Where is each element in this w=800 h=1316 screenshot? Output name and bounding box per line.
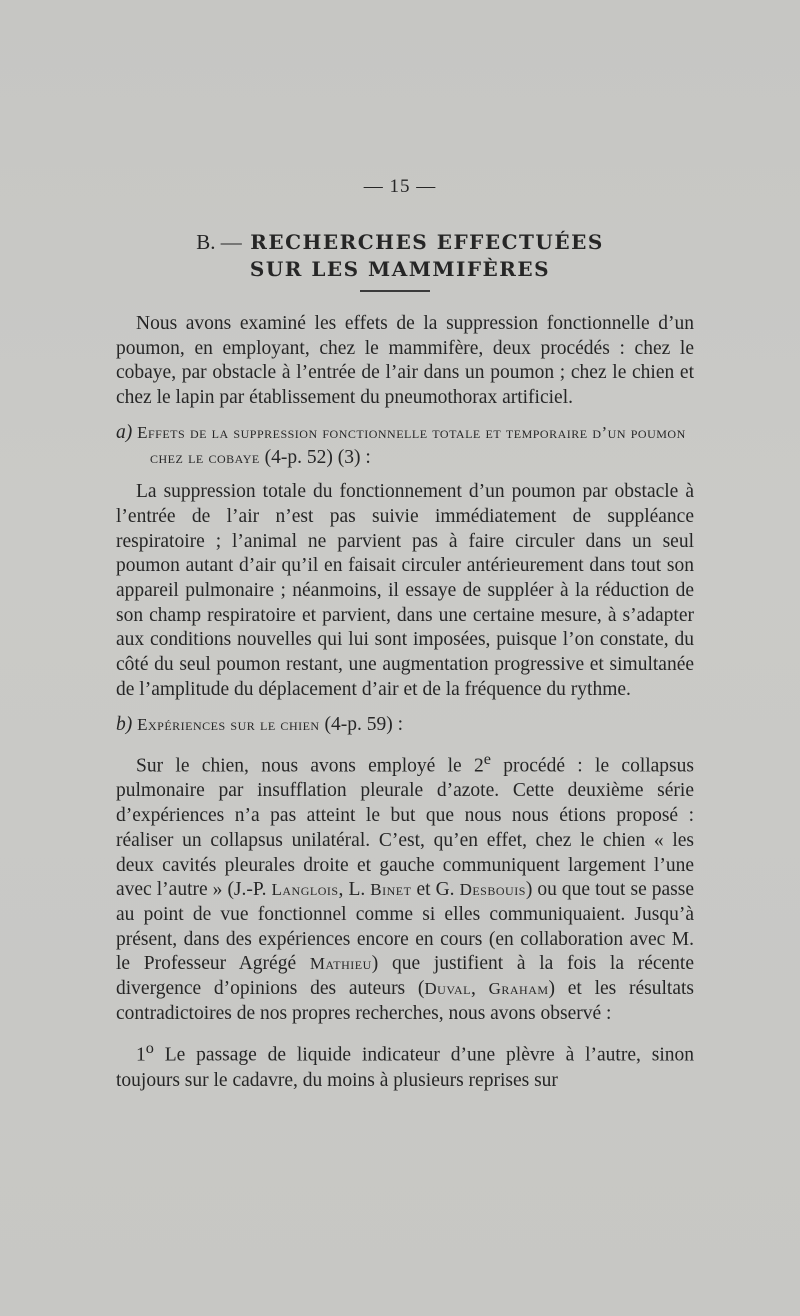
text-span: ) que justifient à la fois la récente divergence d’opinions des auteurs ( [116, 953, 694, 1000]
heading-divider [360, 290, 430, 292]
section-heading-line1 [0, 230, 800, 255]
text-span: ) et les résultats contradictoires de nos propres recherches, nous avons observé : [116, 978, 694, 1024]
superscript: e [483, 750, 491, 769]
list-number: 1 [136, 1044, 146, 1066]
text-span: Le passage de liquide indicateur d’une plèvre à l’autre, sinon toujours sur le cadavre, du moins à plusieurs reprises sur [116, 1044, 694, 1091]
text-span: Sur le chien, nous avons employé le 2 [136, 755, 484, 777]
author-name: Langlois [271, 880, 339, 900]
subsection-b-heading [116, 713, 694, 738]
text-span: ) ou que tout se passe au point de vue fonctionnel comme si elles communiquaient. Jusqu’à présent, dans des expériences encore en cours (en collaboration avec M. le Professeur Agrégé [116, 879, 694, 975]
subsection-b-title: Expériences sur le chien [137, 714, 320, 734]
page-number: — 15 — [363, 176, 437, 197]
subsection-b-paragraph-1 [116, 747, 694, 1026]
subsection-a-ref: (4-p. 52) (3) : [259, 446, 371, 468]
author-name: Desbouis [459, 880, 526, 900]
text-span: procédé : le collapsus pulmonaire par insufflation pleurale d’azote. Cette deuxième série d’expériences n’a pas atteint le but que nous nous étions proposé : réaliser un collapsus unilatéral. C’est, qu’en effet, chez le chien « les deux cavités pleurales droite et gauche communiquent largement l’une avec l’autre » (J.-P. [116, 755, 694, 901]
subsection-a-heading [116, 421, 694, 470]
subsection-b-paragraph-2 [116, 1036, 694, 1093]
intro-paragraph: Nous avons examiné les effets de la suppression fonctionnelle d’un poumon, en employant, chez le mammifère, deux procédés : chez le cobaye, par obstacle à l’entrée de l’air dans un poumon ; chez le chien et chez le lapin par établissement du pneumothorax artificiel. [116, 313, 694, 409]
subsection-a-title: Effets de la suppression fonctionnelle totale et temporaire d’un poumon chez le cobaye [137, 422, 686, 467]
author-name: Mathieu [309, 954, 372, 974]
author-name: Duval [424, 979, 471, 999]
subsection-a-marker: a) [116, 421, 133, 443]
text-span: , L. [338, 879, 371, 901]
text-span: et G. [411, 879, 460, 901]
author-name: Binet [370, 880, 412, 900]
text-span: , [470, 978, 489, 1000]
subsection-a-paragraph: La suppression totale du fonctionnement d’un poumon par obstacle à l’entrée de l’air n’est pas suivie immédiatement de suppléance respiratoire ; l’animal ne parvient pas à faire circuler dans un seul poumon autant d’air qu’il en faisait circuler antérieurement dans tout son appareil pulmonaire ; néanmoins, il essaye de suppléer à la réduction de son champ respiratoire et parvient, dans une certaine mesure, à s’adapter aux conditions nouvelles qui lui sont imposées, puisque l’on constate, du côté du seul poumon restant, une augmentation progressive et simultanée de l’amplitude du déplacement d’air et de la fréquence du rythme. [116, 481, 694, 700]
body-text [116, 312, 694, 1093]
heading-title-line1: RECHERCHES EFFECTUÉES [250, 230, 604, 254]
heading-title-line2: SUR LES MAMMIFÈRES [249, 257, 551, 281]
subsection-b-marker: b) [116, 713, 133, 735]
subsection-b-ref: (4-p. 59) : [319, 713, 404, 735]
superscript: o [145, 1039, 154, 1058]
author-name: Graham [488, 979, 549, 999]
section-marker: B. — [196, 230, 242, 254]
